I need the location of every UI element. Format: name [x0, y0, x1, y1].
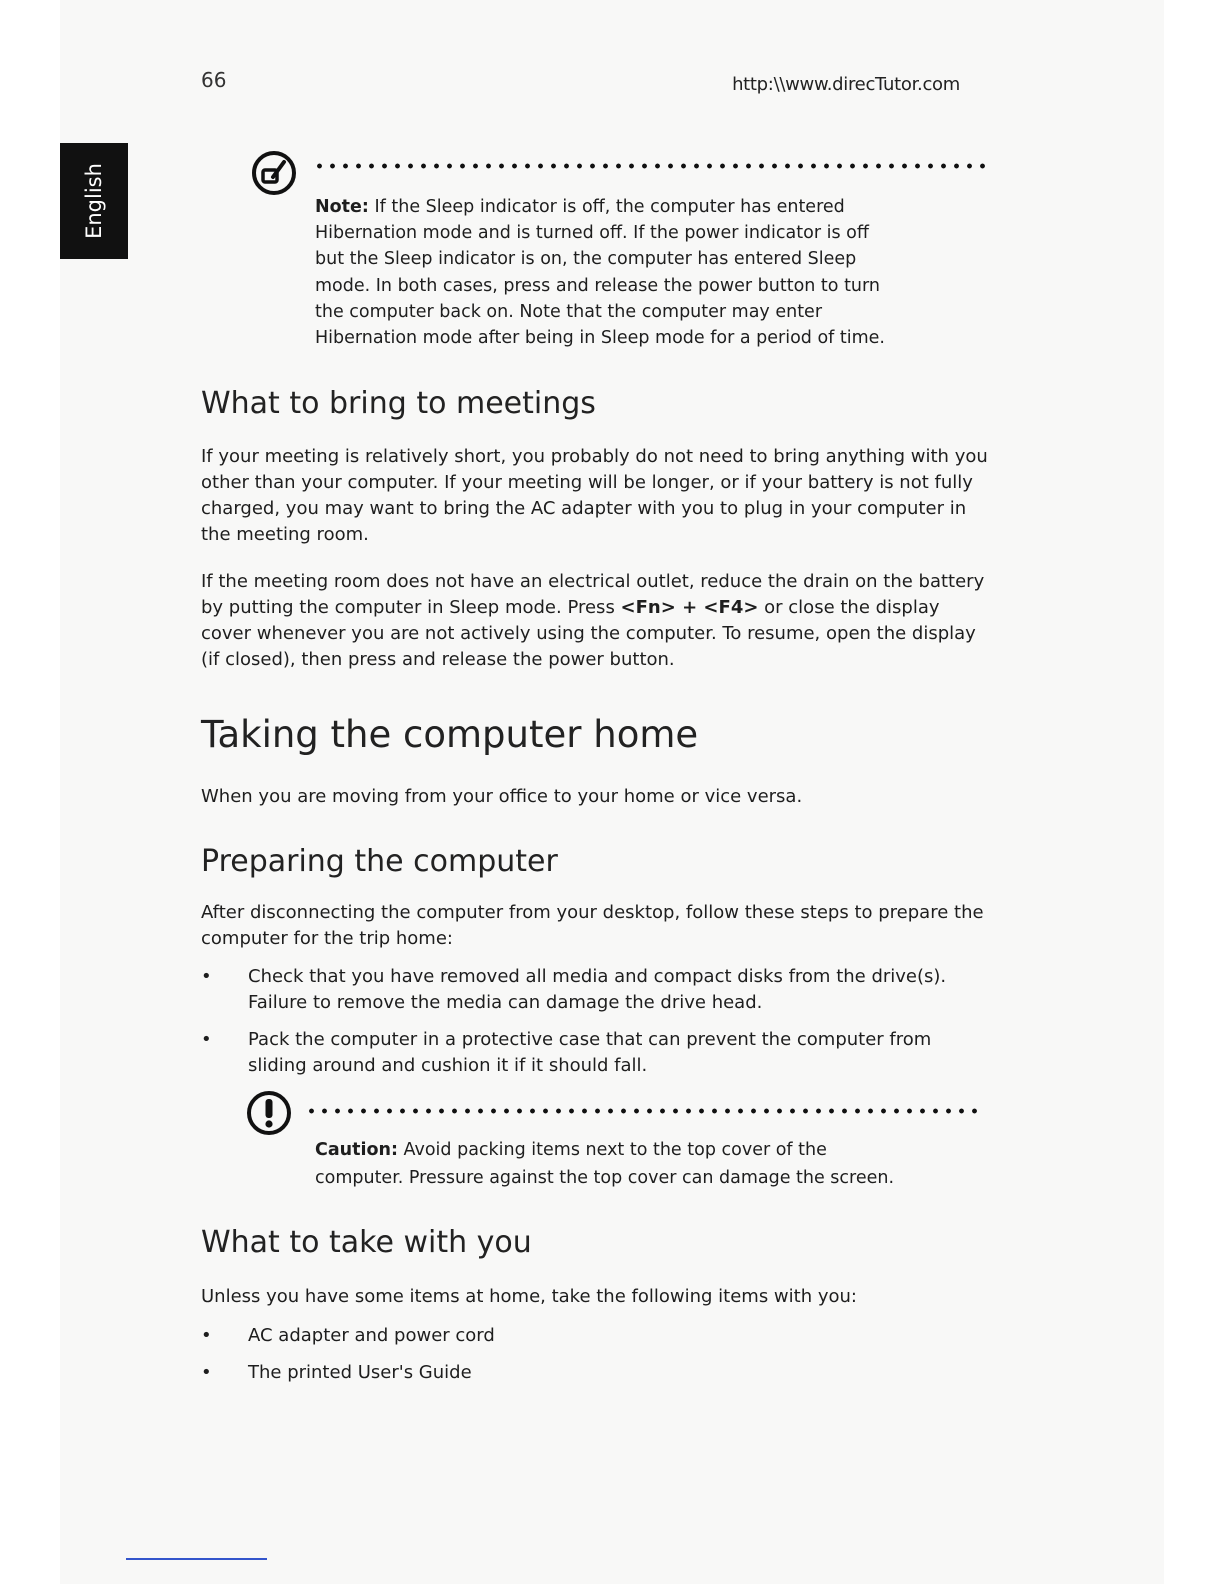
- caution-dotted-rule: [305, 1108, 981, 1114]
- note-text: [315, 194, 985, 351]
- chapter-heading-home: Taking the computer home: [201, 713, 699, 756]
- take-heading: What to take with you: [201, 1225, 532, 1260]
- take-intro: Unless you have some items at home, take the following items with you:: [201, 1286, 857, 1307]
- note-line: Hibernation mode and is turned off. If the power indicator is off: [315, 223, 869, 244]
- meetings-paragraph-1: If your meeting is relatively short, you probably do not need to bring anything with you other than your computer. If your meeting will be longer, or if your battery is not fully charged, you may want to bring the AC adapter with you to plug in your computer in the meeting room.: [201, 446, 988, 545]
- meetings-paragraph-2: If the meeting room does not have an electrical outlet, reduce the drain on the battery by putting the computer in Sleep mode. Press <Fn> + <F4> or close the display cover whenever you are not actively using the computer. To resume, open the display (if closed), then press and release the power button.: [201, 571, 985, 670]
- preparing-intro: After disconnecting the computer from your desktop, follow these steps to prepare the computer for the trip home:: [201, 902, 984, 949]
- caution-line: computer. Pressure against the top cover can damage the screen.: [315, 1168, 895, 1188]
- language-tab: [60, 143, 128, 259]
- bullet-symbol: •: [201, 966, 212, 987]
- header-url: http:\\www.direcTutor.com: [732, 74, 960, 95]
- bullet-symbol: •: [201, 1029, 212, 1050]
- footnote-rule: [126, 1558, 267, 1560]
- note-pencil-icon: [251, 150, 297, 196]
- note-line: but the Sleep indicator is on, the computer has entered Sleep: [315, 249, 857, 270]
- key-combo: <Fn> + <F4>: [620, 597, 759, 618]
- note-label: Note: [315, 197, 362, 217]
- list-item-text: The printed User's Guide: [248, 1362, 472, 1383]
- note-line: Note: If the Sleep indicator is off, the computer has entered: [315, 197, 845, 217]
- bullet-symbol: •: [201, 1325, 212, 1346]
- caution-text: [315, 1136, 985, 1192]
- note-line: mode. In both cases, press and release the power button to turn: [315, 275, 880, 296]
- list-item-text: Check that you have removed all media and compact disks from the drive(s). Failure to remove the media can damage the drive head.: [248, 966, 947, 1013]
- caution-exclamation-icon: [246, 1090, 292, 1136]
- meetings-heading: What to bring to meetings: [201, 386, 596, 421]
- page-number: 66: [201, 68, 227, 92]
- note-dotted-rule: [313, 163, 989, 169]
- note-line: the computer back on. Note that the computer may enter: [315, 301, 823, 322]
- caution-label: Caution: [315, 1140, 391, 1160]
- caution-line: Caution: Avoid packing items next to the top cover of the: [315, 1140, 827, 1160]
- bullet-symbol: •: [201, 1362, 212, 1383]
- preparing-heading: Preparing the computer: [201, 844, 558, 879]
- language-tab-label: English: [82, 163, 107, 239]
- home-intro: When you are moving from your office to your home or vice versa.: [201, 786, 803, 807]
- note-line: Hibernation mode after being in Sleep mode for a period of time.: [315, 328, 885, 349]
- list-item-text: AC adapter and power cord: [248, 1325, 495, 1346]
- list-item-text: Pack the computer in a protective case that can prevent the computer from sliding around and cushion it if it should fall.: [248, 1029, 932, 1076]
